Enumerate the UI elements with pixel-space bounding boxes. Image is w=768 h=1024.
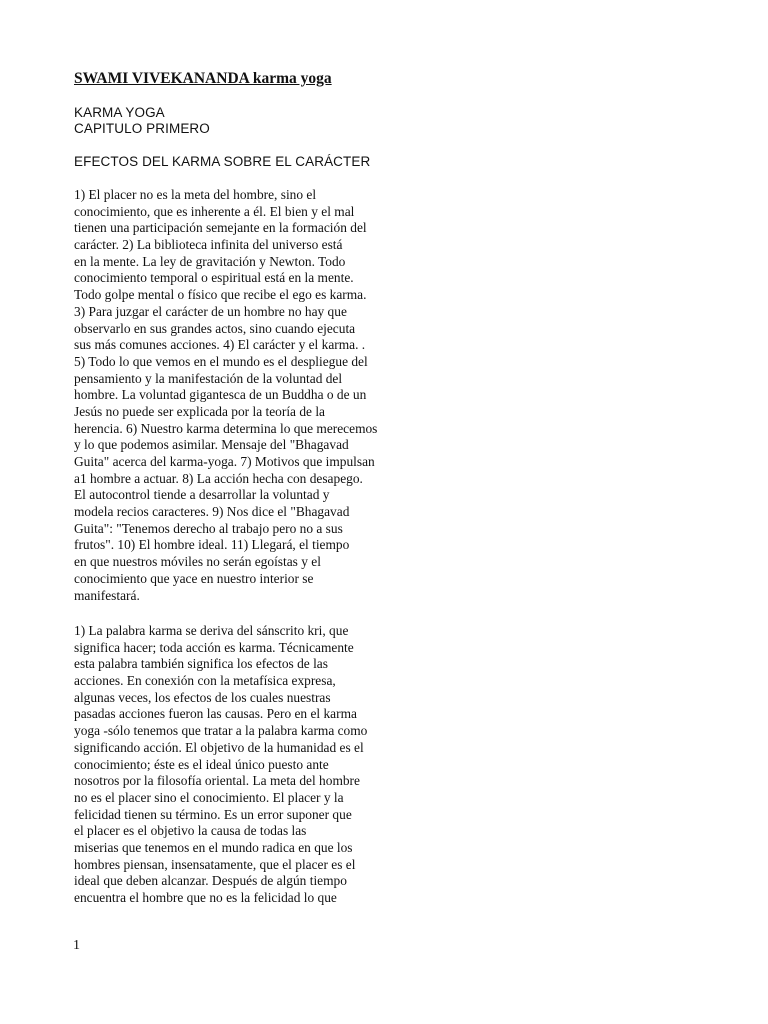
- text-line: en que nuestros móviles no serán egoístas y el: [74, 554, 321, 570]
- text-line: ideal que deben alcanzar. Después de algún tiempo: [74, 873, 347, 889]
- text-line: y lo que podemos asimilar. Mensaje del "Bhagavad: [74, 437, 349, 453]
- page-number: 1: [73, 938, 80, 953]
- text-line: algunas veces, los efectos de los cuales nuestras: [74, 689, 331, 705]
- text-line: yoga -sólo tenemos que tratar a la palabra karma como: [74, 723, 368, 739]
- chapter-subtitle: EFECTOS DEL KARMA SOBRE EL CARÁCTER: [74, 154, 371, 169]
- text-line: manifestará.: [74, 587, 140, 603]
- text-line: hombre. La voluntad gigantesca de un Buddha o de un: [74, 387, 367, 403]
- text-line: frutos". 10) El hombre ideal. 11) Llegará, el tiempo: [74, 537, 350, 553]
- text-line: miserias que tenemos en el mundo radica en que los: [74, 839, 353, 855]
- chapter-heading: CAPITULO PRIMERO: [74, 121, 210, 136]
- summary-paragraph: [74, 187, 434, 604]
- text-line: significa hacer; toda acción es karma. Técnicamente: [74, 639, 354, 655]
- text-line: conocimiento, que es inherente a él. El bien y el mal: [74, 203, 355, 219]
- text-line: conocimiento que yace en nuestro interior se: [74, 570, 314, 586]
- text-line: 3) Para juzgar el carácter de un hombre no hay que: [74, 303, 347, 319]
- text-line: encuentra el hombre que no es la felicidad lo que: [74, 890, 337, 905]
- text-line: nosotros por la filosofía oriental. La meta del hombre: [74, 773, 360, 789]
- text-line: pensamiento y la manifestación de la voluntad del: [74, 370, 343, 386]
- document-title: SWAMI VIVEKANANDA karma yoga: [74, 70, 332, 87]
- text-line: tienen una participación semejante en la formación del: [74, 220, 367, 236]
- text-line: 1) El placer no es la meta del hombre, sino el: [74, 187, 317, 202]
- text-line: hombres piensan, insensatamente, que el placer es el: [74, 856, 356, 872]
- text-line: observarlo en sus grandes actos, sino cuando ejecuta: [74, 320, 356, 336]
- text-line: conocimiento; éste es el ideal único puesto ante: [74, 756, 329, 772]
- text-line: 1) La palabra karma se deriva del sánscrito kri, que: [74, 623, 349, 638]
- body-paragraph: [74, 623, 434, 907]
- text-line: carácter. 2) La biblioteca infinita del universo está: [74, 237, 343, 253]
- text-line: modela recios caracteres. 9) Nos dice el "Bhagavad: [74, 504, 350, 520]
- text-line: esta palabra también significa los efectos de las: [74, 656, 328, 672]
- text-line: El autocontrol tiende a desarrollar la voluntad y: [74, 487, 330, 503]
- text-line: el placer es el objetivo la causa de todas las: [74, 823, 307, 839]
- text-line: Jesús no puede ser explicada por la teoría de la: [74, 403, 325, 419]
- text-line: conocimiento temporal o espiritual está en la mente.: [74, 270, 354, 286]
- text-line: sus más comunes acciones. 4) El carácter y el karma. .: [74, 337, 366, 353]
- text-line: Guita" acerca del karma-yoga. 7) Motivos que impulsan: [74, 454, 375, 469]
- text-line: acciones. En conexión con la metafísica expresa,: [74, 673, 336, 689]
- text-line: en la mente. La ley de gravitación y Newton. Todo: [74, 253, 346, 269]
- text-line: 5) Todo lo que vemos en el mundo es el despliegue del: [74, 353, 368, 369]
- text-line: Todo golpe mental o físico que recibe el ego es karma.: [74, 287, 367, 303]
- text-line: significando acción. El objetivo de la humanidad es el: [74, 739, 364, 755]
- text-line: felicidad tienen su término. Es un error suponer que: [74, 806, 352, 822]
- text-line: pasadas acciones fueron las causas. Pero en el karma: [74, 706, 357, 722]
- section-heading-karma-yoga: KARMA YOGA: [74, 105, 165, 120]
- text-line: herencia. 6) Nuestro karma determina lo que merecemos: [74, 420, 378, 436]
- text-line: a1 hombre a actuar. 8) La acción hecha con desapego.: [74, 470, 363, 486]
- text-line: no es el placer sino el conocimiento. El placer y la: [74, 789, 344, 805]
- text-line: Guita": "Tenemos derecho al trabajo pero no a sus: [74, 520, 343, 536]
